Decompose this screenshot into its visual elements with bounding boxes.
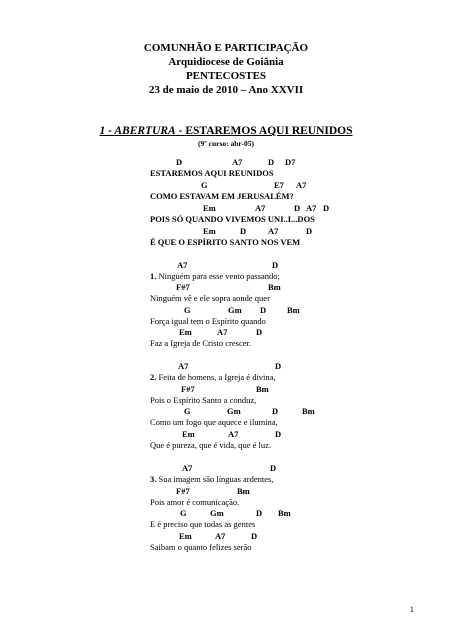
verse-line: Saibam o quanto felizes serão <box>150 542 252 552</box>
verse-line <box>150 372 276 382</box>
verse-line: E é preciso que todas as gentes <box>150 519 256 529</box>
chord: A7 <box>228 429 239 439</box>
verse-line: Força igual tem o Espírito quando <box>150 316 266 326</box>
section-name: ABERTURA <box>114 125 176 137</box>
chord: D <box>275 429 282 439</box>
page-number: 1 <box>409 604 414 614</box>
chord: A7 <box>255 203 266 213</box>
chord: D <box>176 157 183 167</box>
verse-line: Faz a Igreja de Cristo crescer. <box>150 338 252 348</box>
chord: Bm <box>278 508 291 518</box>
chord: A7 <box>268 226 279 236</box>
chord: A7 <box>182 463 193 473</box>
section-number: 1 - <box>99 125 115 137</box>
chord: D <box>240 226 247 236</box>
verse-line: Ninguém vê e ele sopra aonde quer <box>150 293 270 303</box>
song-source: (9º curso: abr-05) <box>198 139 254 148</box>
verse-text: Sua imagem são línguas ardentes, <box>156 474 274 484</box>
chord: E7 <box>274 180 284 190</box>
chord: G <box>201 180 208 190</box>
chord: Bm <box>256 384 269 394</box>
verse-text: Ninguém para esse vento passando; <box>156 271 280 281</box>
chord: G <box>184 406 191 416</box>
refrain-line: COMO ESTAVAM EM JERUSALÉM? <box>150 191 294 201</box>
chord: D <box>272 260 279 270</box>
chord: Bm <box>287 305 300 315</box>
chord: Em <box>179 327 192 337</box>
chord: F#7 <box>181 384 195 394</box>
verse-line <box>150 271 280 281</box>
chord: D <box>256 327 263 337</box>
chord: A7 <box>178 361 189 371</box>
chord: Bm <box>302 406 315 416</box>
chord: A7 <box>215 531 226 541</box>
chord: A7 <box>306 203 317 213</box>
chord: D <box>275 361 282 371</box>
feast-name: PENTECOSTES <box>185 70 267 82</box>
section-separator: - <box>175 125 186 137</box>
verse-line: Pois o Espírito Santo a conduz, <box>150 395 257 405</box>
date-line: 23 de maio de 2010 – Ano XXVII <box>148 84 304 96</box>
bulletin-title: COMUNHÃO E PARTICIPAÇÃO <box>143 42 309 54</box>
verse-text: Feita de homens, a Igreja é divina, <box>156 372 276 382</box>
verse-line <box>150 474 273 484</box>
chord: D <box>306 226 313 236</box>
chord: D <box>251 531 258 541</box>
chord: G <box>184 305 191 315</box>
chord: A7 <box>177 260 188 270</box>
verse-number: 3. <box>150 474 157 484</box>
chord: A7 <box>232 157 243 167</box>
chord: D7 <box>285 157 296 167</box>
diocese-name: Arquidiocese de Goiânia <box>168 56 284 68</box>
chord: Em <box>179 531 192 541</box>
chord: A7 <box>217 327 228 337</box>
verse-line: Que é pureza, que é vida, que é luz. <box>150 440 272 450</box>
chord: G <box>180 508 187 518</box>
chord: Em <box>203 203 216 213</box>
chord: D <box>323 203 330 213</box>
chord: Bm <box>237 486 250 496</box>
chord: F#7 <box>176 486 190 496</box>
chord: D <box>272 406 279 416</box>
chord: D <box>270 463 277 473</box>
chord: D <box>294 203 301 213</box>
verse-line: Como um fogo que aquece e ilumina, <box>150 417 278 427</box>
chord: Bm <box>268 282 281 292</box>
refrain-line: POIS SÓ QUANDO VIVEMOS UNI..I...DOS <box>150 214 315 224</box>
chord: D <box>268 157 275 167</box>
chord: Gm <box>227 406 241 416</box>
chord: A7 <box>296 180 307 190</box>
refrain-line: É QUE O ESPÍRITO SANTO NOS VEM <box>150 237 301 247</box>
chord: D <box>256 508 263 518</box>
chord: Em <box>203 226 216 236</box>
chord: Em <box>182 429 195 439</box>
section-heading <box>0 124 452 138</box>
verse-number: 2. <box>150 372 157 382</box>
refrain-line: ESTAREMOS AQUI REUNIDOS <box>150 168 274 178</box>
chord: Gm <box>210 508 224 518</box>
verse-line: Pois amor é comunicação. <box>150 497 240 507</box>
chord: Gm <box>228 305 242 315</box>
verse-number: 1. <box>150 271 157 281</box>
chord: F#7 <box>176 282 190 292</box>
chord: D <box>260 305 267 315</box>
song-title: ESTAREMOS AQUI REUNIDOS <box>185 125 353 137</box>
